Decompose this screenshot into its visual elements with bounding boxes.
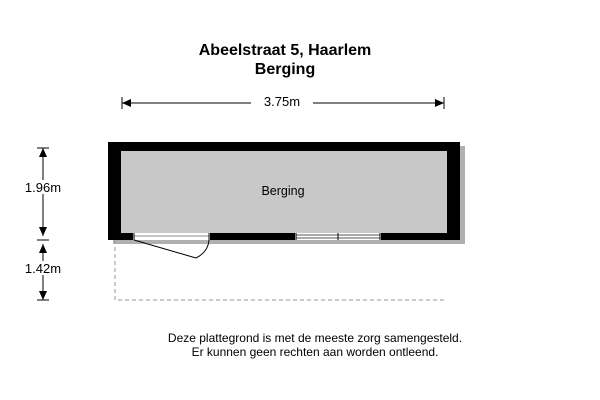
room-label: Berging <box>261 184 305 198</box>
extension-dimension-label: 1.42m <box>24 261 62 276</box>
room-title: Berging <box>254 61 316 78</box>
depth-arrow-top <box>39 148 47 157</box>
extension-arrow-bottom <box>39 291 47 300</box>
extension-arrow-top <box>39 244 47 253</box>
width-arrow-right <box>435 99 444 107</box>
disclaimer-line-1: Deze plattegrond is met de meeste zorg samengesteld. <box>167 331 463 345</box>
depth-dimension-label: 1.96m <box>24 180 62 195</box>
depth-arrow-bottom <box>39 227 47 236</box>
width-dimension-label: 3.75m <box>263 94 301 109</box>
disclaimer-line-2: Er kunnen geen rechten aan worden ontleend. <box>191 345 439 359</box>
address-title: Abeelstraat 5, Haarlem <box>198 42 372 59</box>
width-arrow-left <box>122 99 131 107</box>
